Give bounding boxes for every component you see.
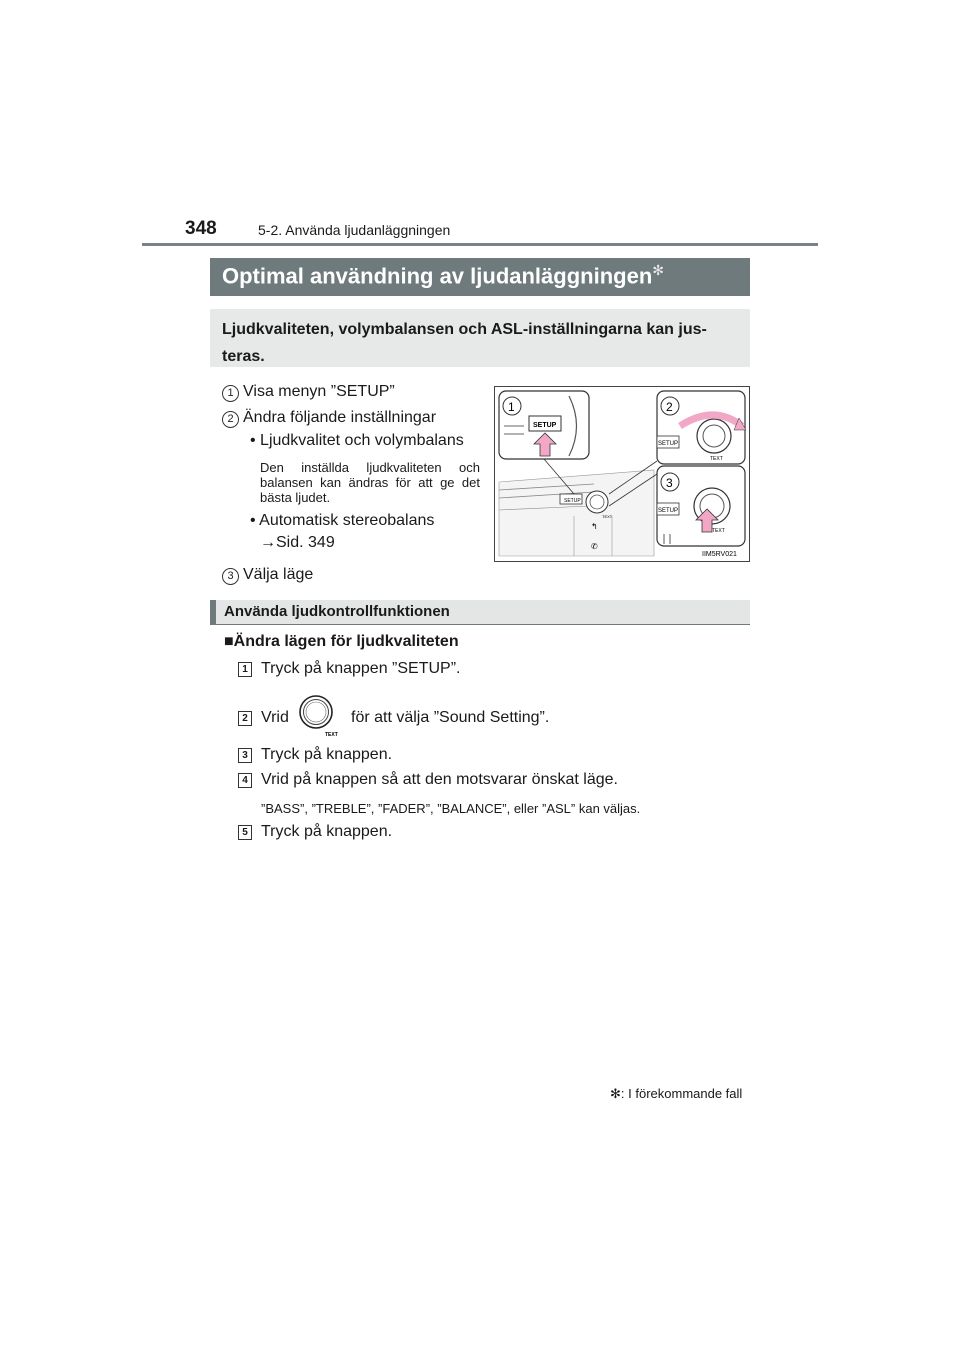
step-text: Ändra följande inställningar [243,409,437,426]
page-title [222,262,664,289]
knob-text-label: TEXT [325,732,338,738]
knob-small-label: TEXT [602,514,613,519]
bullet-item: • Automatisk stereobalans [250,512,435,529]
setup-button-small-label: SETUP [564,498,581,504]
step-note: ”BASS”, ”TREBLE”, ”FADER”, ”BALANCE”, eller ”ASL” kan väljas. [261,801,641,816]
step-text: Vrid på knappen så att den motsvarar önskat läge. [261,771,618,788]
step-text: Tryck på knappen ”SETUP”. [261,660,461,677]
callout-number: 2 [666,400,673,414]
step-text: Visa menyn ”SETUP” [243,383,395,400]
bullet-note: Den inställda ljudkvaliteten och balansen kan ändras för att ge det bästa ljudet. [260,460,480,505]
setup-button-label: SETUP [658,441,679,447]
step-number-circle: 2 [222,411,239,428]
figure-code: IIM5RV021 [702,551,737,558]
title-asterisk: ✻ [652,262,664,278]
subsection-header-line [210,624,750,625]
setup-button-label: SETUP [533,422,557,429]
setup-button-label: SETUP [658,508,679,514]
setup-illustration [494,386,750,562]
subsection-header-accent [210,600,216,624]
step-text: Tryck på knappen. [261,823,393,840]
footnote [610,1086,742,1102]
header-rule [142,243,818,246]
page-number: 348 [185,218,217,239]
step-number-box: 1 [238,662,252,677]
footnote-asterisk: ✻ [610,1086,621,1101]
step-number-circle: 3 [222,568,239,585]
phone-icon: ✆ [591,542,598,551]
step-number-circle: 1 [222,385,239,402]
step-text-after-knob: för att välja ”Sound Setting”. [351,709,550,726]
page-reference: →Sid. 349 [260,534,335,551]
step-number-box: 5 [238,825,252,840]
mode-heading: ■Ändra lägen för ljudkvaliteten [224,633,459,650]
knob-label: TEXT [712,528,725,534]
step-text: Tryck på knappen. [261,746,393,763]
subsection-title: Använda ljudkontrollfunktionen [224,603,450,620]
footnote-text: : I förekommande fall [620,1086,743,1101]
knob-label: TEXT [710,456,723,462]
callout-number: 3 [666,476,673,490]
bullet-item: • Ljudkvalitet och volymbalans [250,432,464,449]
step-number-box: 2 [238,711,252,726]
tune-knob-icon [298,690,346,740]
back-icon: ↰ [591,522,598,531]
step-text: Välja läge [243,566,314,583]
intro-text: Ljudkvaliteten, volymbalansen och ASL-inställningarna kan jus- teras. [222,321,707,365]
callout-number: 1 [508,400,515,414]
page-title-text: Optimal användning av ljudanläggningen [222,263,653,289]
step-text-before-knob: Vrid [261,709,289,726]
section-reference: 5-2. Använda ljudanläggningen [258,222,451,238]
step-number-box: 4 [238,773,252,788]
step-number-box: 3 [238,748,252,763]
